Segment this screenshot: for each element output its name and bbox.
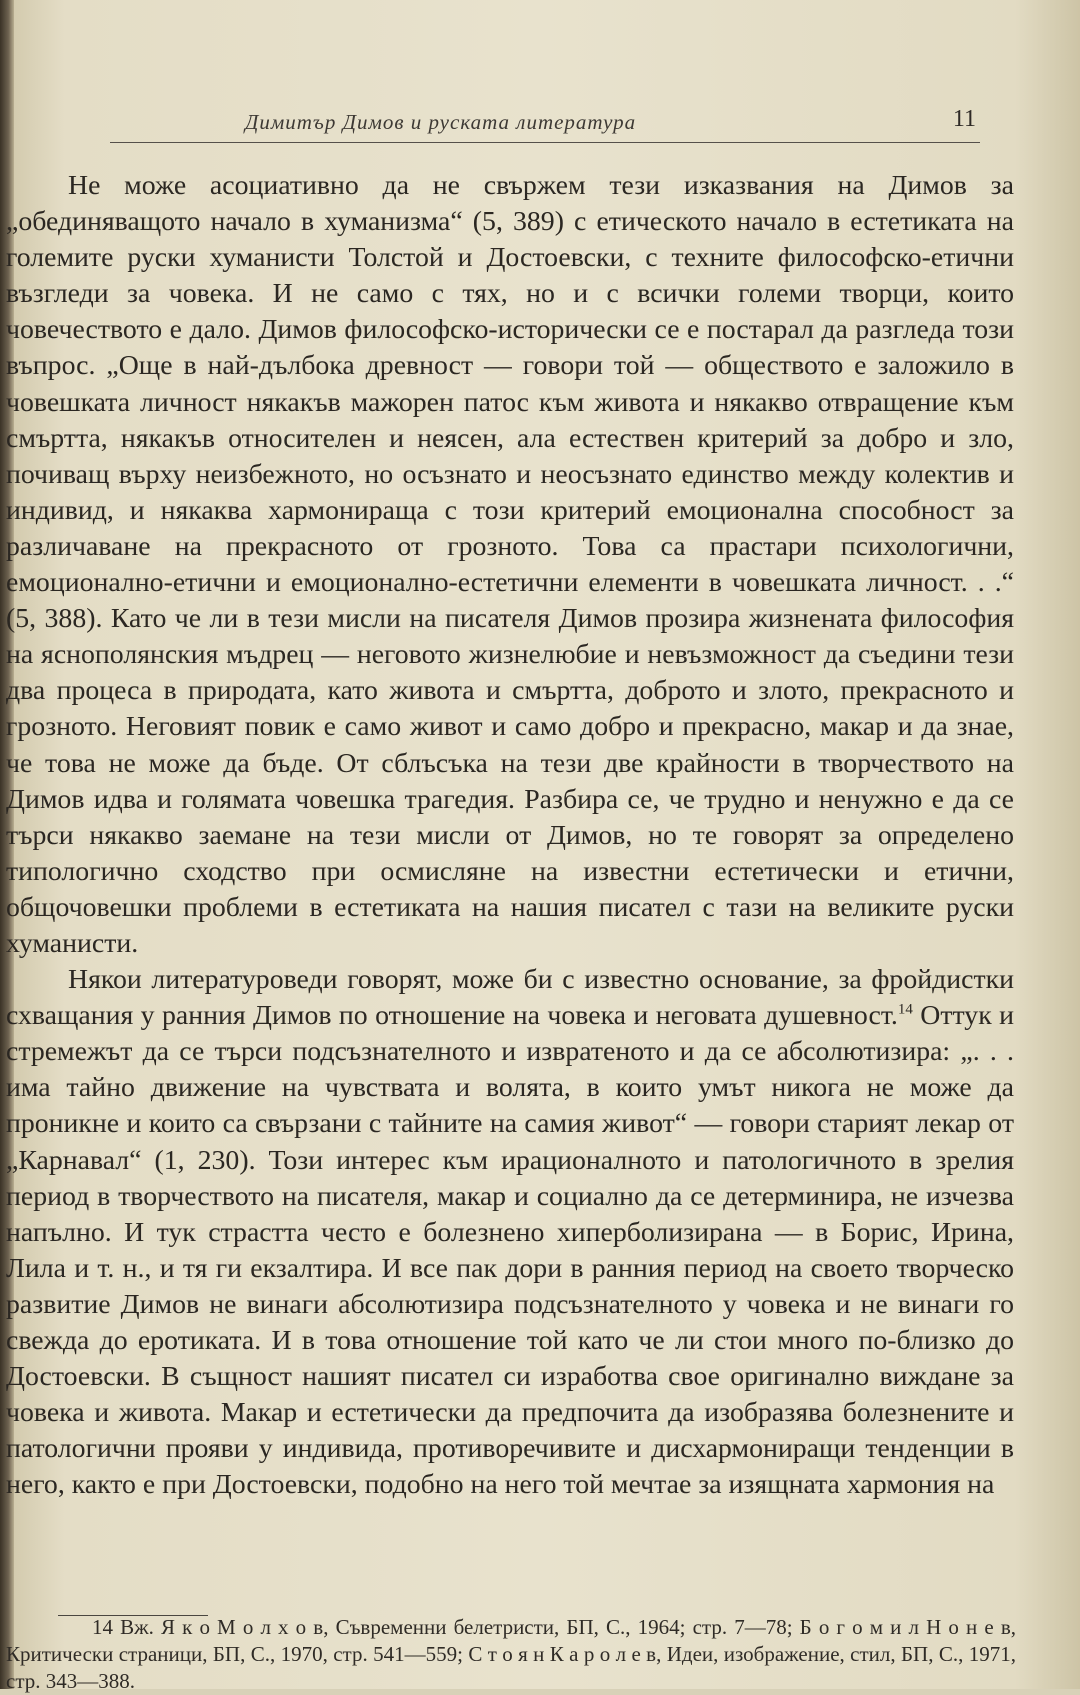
page-number: 11 xyxy=(952,106,976,132)
footnote-reference: 14 xyxy=(897,1001,913,1018)
running-title: Димитър Димов и руската литература xyxy=(245,110,637,134)
footnote xyxy=(6,1614,1016,1695)
footnote-number: 14 xyxy=(92,1615,113,1639)
main-text xyxy=(6,168,1014,1503)
running-header xyxy=(110,108,980,143)
paragraph-text: Не може асоциативно да не свържем тези изказвания на Димов за „обединяващото начало в хуманизма“ (5, 389) с етическото начало в естетиката на големите руски хуманисти Толстой и Достоевски, с техните философско-етични възгледи за човека. И не само с тях, но и с всички големи творци, които човечеството е дало. Димов философско-исторически се е постарал да разгледа този въпрос. „Още в най-дълбока древност — говори той — обществото е заложило в човешката личност някакъв мажорен патос към живота и някакво отвращение към смъртта, някакъв относителен и неясен, ала естествен критерий за добро и зло, почиващ върху неизбежното, но осъзнато и неосъзнато единство между колектив и индивид, и някаква хармонираща с този критерий емоционална способност за различаване на прекрасното от грозното. Това са прастари психологични, емоционално-етични и емоционално-естетични елементи в човешката личност. . .“ (5, 388). Като че ли в тези мисли на писателя Димов прозира жизнената философия на яснополянския мъдрец — неговото жизнелюбие и невъзможност да съедини тези два процеса в природата, като живота и смъртта, доброто и злото, прекрасното и грозното. Неговият повик е само живот и само добро и прекрасно, макар и да знае, че това не може да бъде. От сблъсъка на тези две крайности в творчеството на Димов идва и голямата човешка трагедия. Разбира се, че трудно и ненужно е да се търси някакво заемане на тези мисли от Димов, но те говорят за определено типологично сходство при осмисляне на известни естетически и етични, общочовешки проблеми в естетиката на нашия писател с тази на великите руски хуманисти. xyxy=(6,170,1014,959)
paragraph xyxy=(6,962,1014,1503)
footnote-text: Вж. Я к о М о л х о в, Съвременни белетристи, БП, С., 1964; стр. 7—78; Б о г о м и л Н о н е в, Критически страници, БП, С., 1970, стр. 541—559; С т о я н К а р о л е в, Идеи, изображение, стил, БП, С., 1971, стр. 343—388. xyxy=(6,1615,1016,1693)
paragraph-text: Оттук и стремежът да се търси подсъзнателното и извратеното и да се абсолютизира: „. . . има тайно движение на чувствата и волята, в които умът никога не може да проникне и които са свързани с тайните на самия живот“ — говори старият лекар от „Карнавал“ (1, 230). Този интерес към ирационалното и патологичното в зрелия период в творчеството на писателя, макар и социално да се детерминира, не изчезва напълно. И тук страстта често е болезнено хиперболизирана — в Борис, Ирина, Лила и т. н., и тя ги екзалтира. И все пак дори в ранния период на своето творческо развитие Димов не винаги абсолютизира подсъзнателното у човека и не винаги го свежда до еротиката. И в това отношение той като че ли стои много по-близко до Достоевски. В същност нашият писател си изработва свое оригинално виждане за човека и живота. Макар и естетически да предпочита да изобразява болезнените и патологични прояви у индивида, противоречивите и дисхармониращи тенденции в него, както е при Достоевски, подобно на него той мечтае за изящната хармония на xyxy=(6,1000,1014,1501)
paragraph xyxy=(6,168,1014,962)
paragraph-text: Някои литературоведи говорят, може би с известно основание, за фройдистки схващания у ранния Димов по отношение на човека и неговата душевност. xyxy=(6,964,1014,1032)
